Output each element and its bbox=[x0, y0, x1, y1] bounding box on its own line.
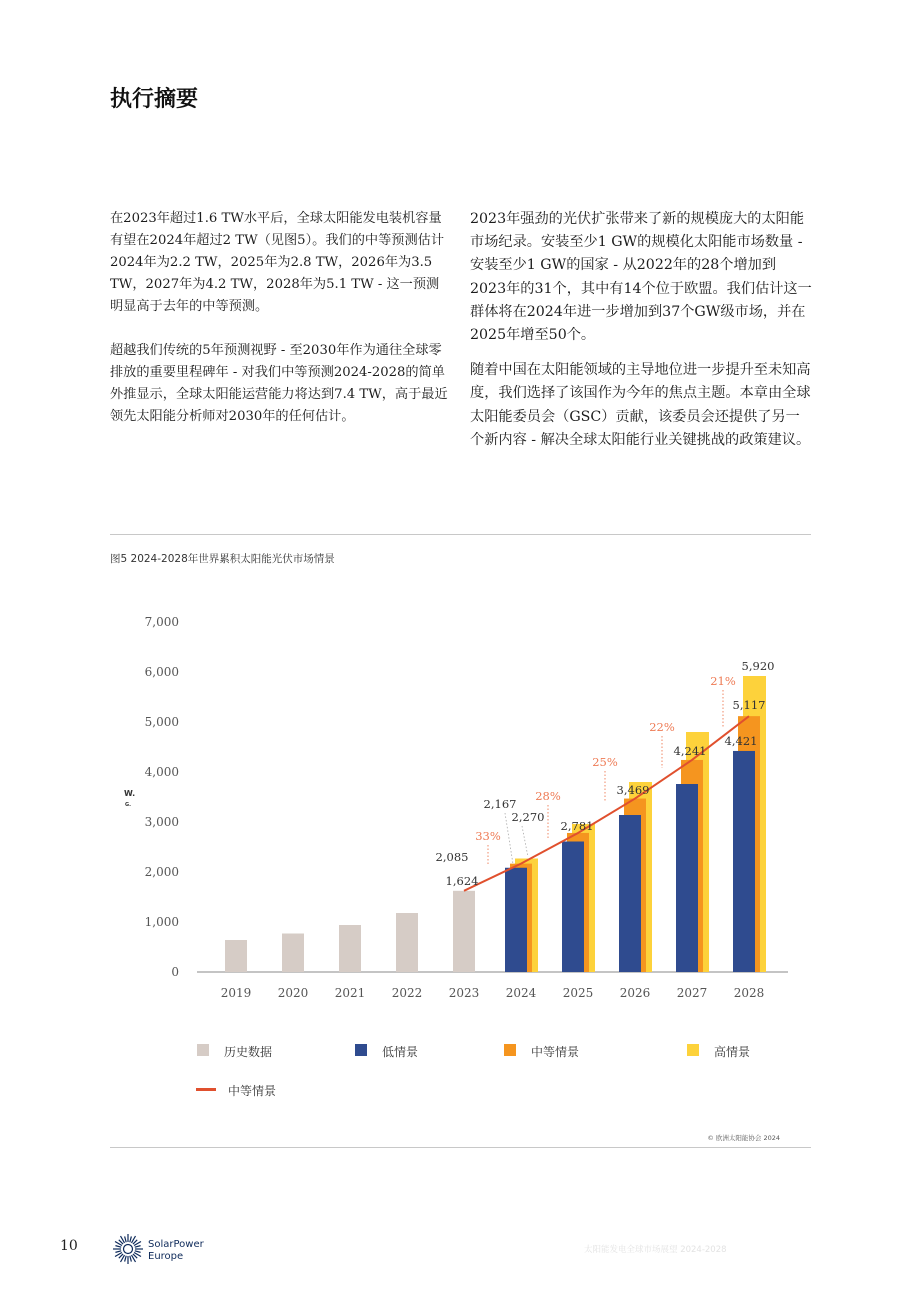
right-paragraph-1: 2023年强劲的光伏扩张带来了新的规模庞大的太阳能市场纪录。安装至少1 GW的规模化太阳能市场数量 - 安装至少1 GW的国家 - 从2022年的28个增加到2023年的31个，其中有14个位于欧盟。我们估计这一群体将在2024年进一步增加到37个GW级市场，并在2025年增至50个。 bbox=[470, 211, 812, 344]
bar-historical bbox=[225, 940, 247, 972]
y-tick-label: 6,000 bbox=[144, 665, 179, 679]
y-axis-label: G. bbox=[125, 802, 132, 808]
y-tick-label: 7,000 bbox=[144, 615, 179, 629]
legend-label-high: 高情景 bbox=[714, 1045, 751, 1059]
logo-wordmark bbox=[148, 1239, 204, 1263]
logo-ray bbox=[130, 1256, 132, 1262]
legend-label-low: 低情景 bbox=[382, 1045, 419, 1059]
logo-ray bbox=[135, 1251, 141, 1253]
right-paragraph-2: 随着中国在太阳能领域的主导地位进一步提升至未知高度，我们选择了该国作为今年的焦点主题。本章由全球太阳能委员会（GSC）贡献，该委员会还提供了另一个新内容 - 解决全球太阳能行业关键挑战的政策建议。 bbox=[470, 362, 811, 448]
y-tick-label: 5,000 bbox=[144, 715, 179, 729]
legend-swatch-historical bbox=[197, 1044, 209, 1056]
x-tick-label: 2024 bbox=[505, 986, 537, 1000]
bar-low bbox=[562, 842, 584, 973]
left-paragraph-2: 超越我们传统的5年预测视野 - 至2030年作为通往全球零排放的重要里程碑年 - 对我们中等预测2024-2028的简单外推显示，全球太阳能运营能力将达到7.4 TW，高于最近领先太阳能分析师对2030年的任何估计。 bbox=[110, 343, 448, 424]
data-label-leader bbox=[522, 826, 528, 857]
bar-low bbox=[676, 784, 698, 972]
data-label: 2,781 bbox=[560, 819, 594, 833]
y-tick-label: 3,000 bbox=[144, 815, 179, 829]
x-tick-label: 2019 bbox=[220, 986, 252, 1000]
bar-historical bbox=[453, 891, 475, 972]
logo-ray bbox=[125, 1256, 127, 1262]
x-tick-label: 2027 bbox=[676, 986, 708, 1000]
bar-historical bbox=[339, 925, 361, 972]
y-tick-label: 1,000 bbox=[144, 915, 179, 929]
y-tick-label: 0 bbox=[171, 965, 179, 979]
legend-swatch-medium bbox=[504, 1044, 516, 1056]
data-label: 4,241 bbox=[673, 744, 707, 758]
growth-label: 28% bbox=[535, 789, 561, 803]
y-tick-label: 4,000 bbox=[144, 765, 179, 779]
x-tick-label: 2020 bbox=[277, 986, 309, 1000]
data-label: 5,920 bbox=[741, 659, 775, 673]
data-label: 5,117 bbox=[732, 698, 766, 712]
logo-line-2: Europe bbox=[148, 1251, 184, 1262]
data-label: 2,167 bbox=[483, 797, 517, 811]
data-label: 4,421 bbox=[724, 734, 758, 748]
data-label: 3,469 bbox=[616, 783, 650, 797]
bar-low bbox=[505, 868, 527, 972]
bar-historical bbox=[282, 934, 304, 973]
page-number: 10 bbox=[60, 1238, 78, 1254]
footer-note: 太阳能发电全球市场展望 2024-2028 bbox=[584, 1245, 727, 1255]
growth-label: 21% bbox=[710, 674, 736, 688]
legend-line-medium bbox=[196, 1088, 216, 1091]
growth-label: 22% bbox=[649, 720, 675, 734]
legend-label-historical: 历史数据 bbox=[224, 1045, 273, 1059]
solarpower-sun-logo-icon bbox=[112, 1233, 144, 1265]
logo-ray bbox=[135, 1246, 141, 1248]
data-label: 2,085 bbox=[435, 850, 469, 864]
y-tick-label: 2,000 bbox=[144, 865, 179, 879]
page-heading: 执行摘要 bbox=[110, 87, 199, 112]
bar-historical bbox=[396, 913, 418, 972]
legend-label-medium-line: 中等情景 bbox=[228, 1084, 277, 1098]
figure-title: 图5 2024-2028年世界累积太阳能光伏市场情景 bbox=[110, 553, 335, 565]
data-label: 2,270 bbox=[511, 810, 545, 824]
bar-low bbox=[733, 751, 755, 972]
growth-label: 25% bbox=[592, 755, 618, 769]
legend-swatch-high bbox=[687, 1044, 699, 1056]
x-tick-label: 2025 bbox=[562, 986, 594, 1000]
x-tick-label: 2028 bbox=[733, 986, 765, 1000]
y-axis-label: W. bbox=[124, 789, 136, 798]
growth-label: 33% bbox=[475, 829, 501, 843]
left-paragraph-1: 在2023年超过1.6 TW水平后，全球太阳能发电装机容量有望在2024年超过2 TW（见图5）。我们的中等预测估计2024年为2.2 TW，2025年为2.8 TW，2026年为3.5 TW，2027年为4.2 TW，2028年为5.1 TW - 这一预测明显高于去年的中等预测。 bbox=[110, 211, 445, 314]
legend-swatch-low bbox=[355, 1044, 367, 1056]
logo-ray bbox=[115, 1251, 121, 1253]
copyright-note: © 欧洲太阳能协会 2024 bbox=[707, 1134, 780, 1142]
bar-low bbox=[619, 815, 641, 972]
logo-line-1: SolarPower bbox=[148, 1239, 204, 1250]
x-tick-label: 2026 bbox=[619, 986, 651, 1000]
logo-ray bbox=[115, 1246, 121, 1248]
x-tick-label: 2021 bbox=[334, 986, 366, 1000]
x-tick-label: 2023 bbox=[448, 986, 480, 1000]
legend-label-medium: 中等情景 bbox=[531, 1045, 580, 1059]
figure-bottom-rule bbox=[110, 1147, 811, 1148]
logo-ray bbox=[125, 1236, 127, 1242]
logo-ray bbox=[130, 1236, 132, 1242]
data-label: 1,624 bbox=[445, 874, 479, 888]
x-tick-label: 2022 bbox=[391, 986, 423, 1000]
